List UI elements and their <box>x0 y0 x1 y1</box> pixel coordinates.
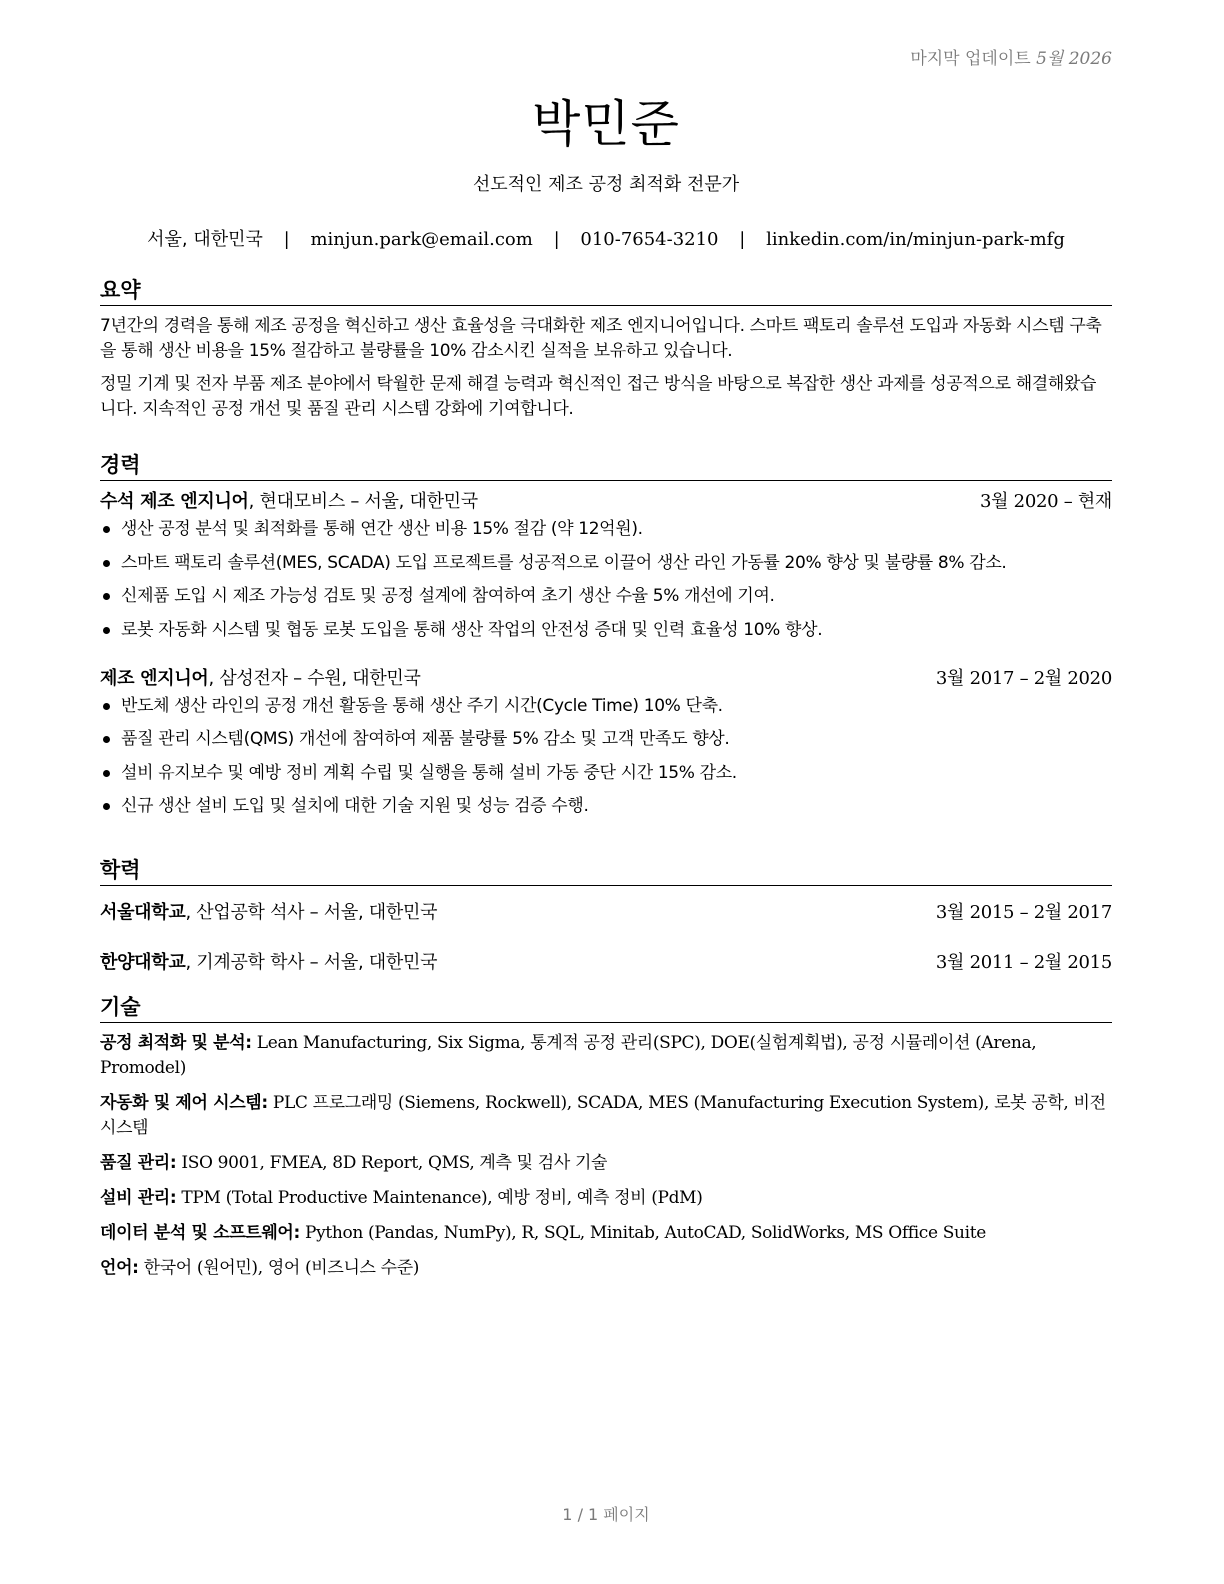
list-item: 생산 공정 분석 및 최적화를 통해 연간 생산 비용 15% 절감 (약 12억원). <box>100 517 1112 541</box>
contact-separator: | <box>283 229 290 250</box>
school-name: 서울대학교 <box>100 902 186 923</box>
job-entry <box>100 666 1112 819</box>
list-item: 로봇 자동화 시스템 및 협동 로봇 도입을 통해 생산 작업의 안전성 증대 및 인력 효율성 10% 향상. <box>100 618 1112 642</box>
job-bullets <box>100 694 1112 819</box>
bullet-icon <box>103 627 110 634</box>
skill-label: 공정 최적화 및 분석: <box>100 1033 252 1053</box>
skill-label: 데이터 분석 및 소프트웨어: <box>100 1223 300 1243</box>
tagline: 선도적인 제조 공정 최적화 전문가 <box>472 174 740 195</box>
school-dates: 3월 2015 – 2월 2017 <box>935 902 1112 923</box>
bullet-icon <box>103 770 110 777</box>
list-item: 품질 관리 시스템(QMS) 개선에 참여하여 제품 불량률 5% 감소 및 고객 만족도 향상. <box>100 727 1112 751</box>
bullet-icon <box>103 526 110 533</box>
skill-value: 한국어 (원어민), 영어 (비즈니스 수준) <box>143 1258 420 1278</box>
job-dates: 3월 2020 – 현재 <box>980 491 1112 512</box>
summary-paragraph: 정밀 기계 및 전자 부품 제조 분야에서 탁월한 문제 해결 능력과 혁신적인 접근 방식을 바탕으로 복잡한 생산 과제를 성공적으로 해결해왔습니다. 지속적인 공정 개선 및 품질 관리 시스템 강화에 기여합니다. <box>100 374 1097 419</box>
education-section <box>100 857 1112 976</box>
job-dates: 3월 2017 – 2월 2020 <box>935 667 1112 689</box>
skills-section <box>100 994 1112 1291</box>
job-company: , 현대모비스 – 서울, 대한민국 <box>248 491 478 512</box>
list-item: 설비 유지보수 및 예방 정비 계획 수립 및 실행을 통해 설비 가동 중단 시간 15% 감소. <box>100 761 1112 785</box>
contact-linkedin[interactable]: linkedin.com/in/minjun-park-mfg <box>766 229 1065 250</box>
skill-label: 언어: <box>100 1258 139 1278</box>
candidate-name: 박민준 <box>532 95 680 153</box>
skill-value: Python (Pandas, NumPy), R, SQL, Minitab, AutoCAD, SolidWorks, MS Office Suite <box>305 1223 986 1243</box>
school-name: 한양대학교 <box>100 952 186 973</box>
skill-item <box>100 1186 1112 1211</box>
education-entry <box>100 900 1112 926</box>
contact-separator: | <box>739 229 746 250</box>
job-header <box>100 666 1112 692</box>
skill-item <box>100 1151 1112 1176</box>
bullet-icon <box>103 703 110 710</box>
skill-item <box>100 1256 1112 1281</box>
skill-item <box>100 1091 1112 1141</box>
list-item: 스마트 팩토리 솔루션(MES, SCADA) 도입 프로젝트를 성공적으로 이끌어 생산 라인 가동률 20% 향상 및 불량률 8% 감소. <box>100 551 1112 575</box>
education-entry <box>100 950 1112 976</box>
skill-value: ISO 9001, FMEA, 8D Report, QMS, 계측 및 검사 기술 <box>181 1153 608 1173</box>
last-updated <box>910 44 1112 69</box>
job-role: 수석 제조 엔지니어 <box>100 491 249 512</box>
bullet-icon <box>103 803 110 810</box>
bullet-icon <box>103 736 110 743</box>
experience-section <box>100 452 1112 828</box>
skill-value: Lean Manufacturing, Six Sigma, 통계적 공정 관리(SPC), DOE(실험계획법), 공정 시뮬레이션 (Arena, Promodel) <box>100 1033 1037 1078</box>
bullet-icon <box>103 593 110 600</box>
summary-section <box>100 277 1112 430</box>
contact-email[interactable]: minjun.park@email.com <box>310 229 533 250</box>
skill-value: TPM (Total Productive Maintenance), 예방 정비, 예측 정비 (PdM) <box>181 1188 703 1208</box>
education-title: 학력 <box>100 857 1112 886</box>
skill-item <box>100 1221 1112 1246</box>
last-updated-date: 5월 2026 <box>1036 49 1112 69</box>
contact-location: 서울, 대한민국 <box>147 229 263 250</box>
job-header <box>100 489 1112 515</box>
skills-title: 기술 <box>100 994 1112 1023</box>
skill-label: 품질 관리: <box>100 1153 177 1173</box>
list-item: 신제품 도입 시 제조 가능성 검토 및 공정 설계에 참여하여 초기 생산 수율 5% 개선에 기여. <box>100 584 1112 608</box>
bullet-icon <box>103 560 110 567</box>
experience-title: 경력 <box>100 452 1112 481</box>
skill-value: PLC 프로그래밍 (Siemens, Rockwell), SCADA, MES (Manufacturing Execution System), 로봇 공학, 비전 시스템 <box>100 1093 1106 1138</box>
job-role: 제조 엔지니어 <box>100 667 209 689</box>
skill-label: 자동화 및 제어 시스템: <box>100 1093 268 1113</box>
resume-page <box>100 0 1112 1584</box>
contact-phone: 010-7654-3210 <box>580 229 719 250</box>
job-entry <box>100 489 1112 642</box>
last-updated-prefix: 마지막 업데이트 <box>910 49 1031 69</box>
job-company: , 삼성전자 – 수원, 대한민국 <box>208 667 421 689</box>
school-detail: , 기계공학 학사 – 서울, 대한민국 <box>185 952 438 973</box>
page-indicator: 1 / 1 페이지 <box>562 1505 650 1524</box>
summary-title: 요약 <box>100 277 1112 306</box>
skill-item <box>100 1031 1112 1081</box>
contact-line <box>100 225 1112 251</box>
list-item: 신규 생산 설비 도입 및 설치에 대한 기술 지원 및 성능 검증 수행. <box>100 794 1112 818</box>
job-bullets <box>100 517 1112 642</box>
skill-label: 설비 관리: <box>100 1188 177 1208</box>
summary-paragraph: 7년간의 경력을 통해 제조 공정을 혁신하고 생산 효율성을 극대화한 제조 엔지니어입니다. 스마트 팩토리 솔루션 도입과 자동화 시스템 구축을 통해 생산 비용을 15% 절감하고 불량률을 10% 감소시킨 실적을 보유하고 있습니다. <box>100 316 1102 361</box>
list-item: 반도체 생산 라인의 공정 개선 활동을 통해 생산 주기 시간(Cycle Time) 10% 단축. <box>100 694 1112 718</box>
school-dates: 3월 2011 – 2월 2015 <box>935 952 1112 973</box>
contact-separator: | <box>553 229 560 250</box>
school-detail: , 산업공학 석사 – 서울, 대한민국 <box>185 902 438 923</box>
